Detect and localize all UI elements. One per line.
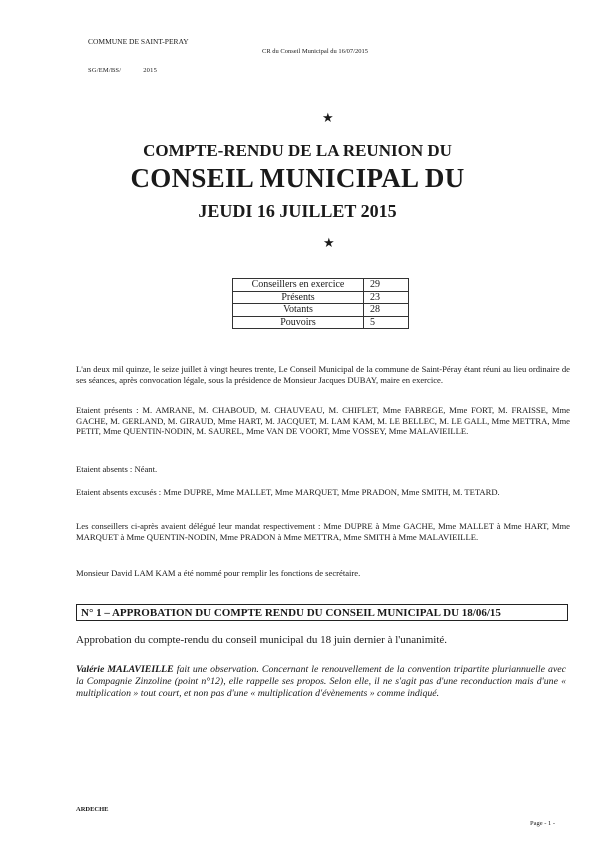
section-heading: N° 1 – APPROBATION DU COMPTE RENDU DU CONSEIL MUNICIPAL DU 18/06/15	[76, 604, 568, 621]
stat-value: 28	[364, 304, 409, 317]
presents-paragraph: Etaient présents : M. AMRANE, M. CHABOUD, M. CHAUVEAU, M. CHIFLET, Mme FABREGE, Mme FORT, M. FRAISSE, Mme GACHE, M. GERLAND, M. GIRAUD, Mme HART, M. JACQUET, M. LAM KAM, M. LE BELLEC, M. LE GALL, Mme METTRA, Mme PETIT, Mme QUENTIN-NODIN, M. SAUREL, Mme VAN DE VOORT, Mme VOSSEY, Mme MALAVIEILLE.	[76, 405, 570, 437]
cr-reference: CR du Conseil Municipal du 16/07/2015	[262, 48, 368, 55]
title-line-2: CONSEIL MUNICIPAL DU	[130, 163, 465, 193]
footer-department: ARDECHE	[76, 806, 109, 813]
title-line-1: COMPTE-RENDU DE LA REUNION DU	[143, 141, 452, 160]
stat-value: 5	[364, 316, 409, 329]
observer-name: Valérie MALAVIEILLE	[76, 664, 174, 675]
attendance-table	[232, 278, 409, 329]
stat-label: Conseillers en exercice	[233, 279, 364, 292]
table-row	[233, 291, 409, 304]
title-date: JEUDI 16 JUILLET 2015	[198, 201, 397, 221]
secretaire-paragraph: Monsieur David LAM KAM a été nommé pour remplir les fonctions de secrétaire.	[76, 568, 361, 578]
opening-paragraph: L'an deux mil quinze, le seize juillet à vingt heures trente, Le Conseil Municipal de la commune de Saint-Péray étant réuni au lieu ordinaire de ses séances, après convocation légale, sous la présidence de Monsieur Jacques DUBAY, maire en exercice.	[76, 364, 570, 385]
page-number: Page - 1 -	[530, 820, 556, 827]
star-icon: ★	[322, 110, 334, 125]
procurations-paragraph: Les conseillers ci-après avaient délégué leur mandat respectivement : Mme DUPRE à Mme GACHE, Mme MALLET à Mme HART, Mme MARQUET à Mme QUENTIN-NODIN, Mme PRADON à Mme METTRA, Mme SMITH à Mme MALAVIEILLE.	[76, 521, 570, 542]
ref-year: 2015	[143, 67, 158, 74]
table-row	[233, 279, 409, 292]
stat-label: Présents	[233, 291, 364, 304]
observation-paragraph	[76, 664, 566, 700]
stat-value: 29	[364, 279, 409, 292]
stat-label: Pouvoirs	[233, 316, 364, 329]
ref-code: SG/EM/BS/	[88, 67, 122, 74]
star-icon: ★	[323, 235, 335, 250]
commune-header: COMMUNE DE SAINT-PERAY	[88, 37, 189, 46]
table-row	[233, 304, 409, 317]
reference-code	[88, 67, 157, 74]
stat-label: Votants	[233, 304, 364, 317]
approval-text: Approbation du compte-rendu du conseil municipal du 18 juin dernier à l'unanimité.	[76, 634, 448, 646]
excuses-paragraph: Etaient absents excusés : Mme DUPRE, Mme MALLET, Mme MARQUET, Mme PRADON, Mme SMITH, M. TETARD.	[76, 487, 500, 497]
table-row	[233, 316, 409, 329]
stat-value: 23	[364, 291, 409, 304]
observation-text: fait une observation. Concernant le renouvellement de la convention tripartite pluriannuelle avec la Compagnie Zinzoline (point n°12), elle rappelle ses propos. Selon elle, il ne s'agit pas d'une reconduction mais d'une « multiplication » tout court, et non pas d'une « multiplication d'évènements » comme indiqué.	[76, 664, 567, 699]
absents-paragraph: Etaient absents : Néant.	[76, 464, 158, 474]
